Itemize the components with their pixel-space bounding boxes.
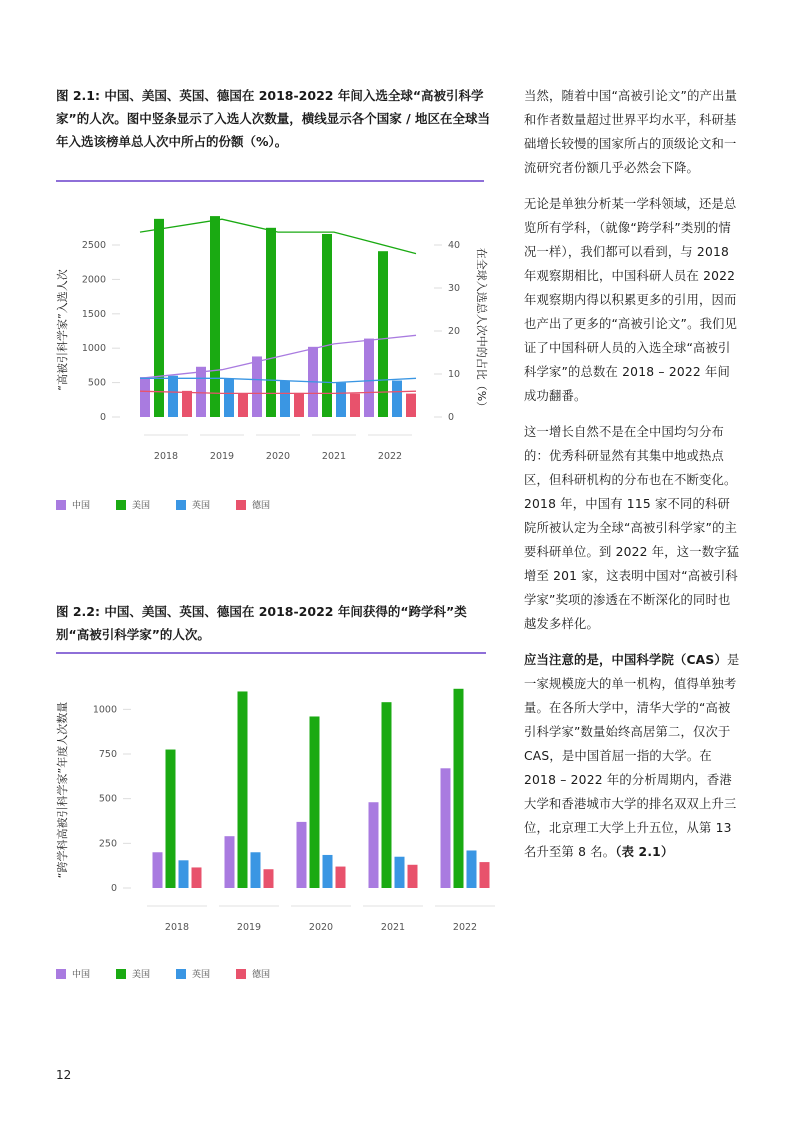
- paragraph-4-lead: 应当注意的是，中国科学院（CAS）: [524, 653, 727, 667]
- y2-tick-label: 30: [448, 283, 461, 294]
- bar-uk-2018: [179, 860, 189, 888]
- bar-china-2020: [297, 822, 307, 888]
- bar-china-2022: [441, 768, 451, 888]
- paragraph-1: 当然，随着中国“高被引论文”的产出量和作者数量超过世界平均水平，科研基础增长较慢的国家所占的顶级论文和一流研究者份额几乎必然会下降。: [524, 89, 738, 175]
- x-tick-label: 2022: [377, 451, 403, 462]
- paragraph-4-body: 是一家规模庞大的单一机构，值得单独考量。在各所大学中，清华大学的“高被引科学家”数量始终高居第二，仅次于CAS，是中国首屈一指的大学。在 2018 – 2022 年的分析周期内，香港大学和香港城市大学的排名双双上升三位，北京理工大学上升五位，从第 13 名升至第 8 名。: [524, 653, 740, 859]
- bar-china-2019: [196, 367, 206, 417]
- legend-item-germany: 德国: [236, 967, 296, 980]
- bar-germany-2018: [182, 391, 192, 417]
- chart-2-legend: [56, 967, 296, 980]
- bar-uk-2021: [395, 857, 405, 888]
- bar-uk-2020: [280, 381, 290, 417]
- legend-item-uk: 英国: [176, 498, 236, 511]
- bar-uk-2021: [336, 383, 346, 417]
- bar-germany-2021: [350, 394, 360, 417]
- figure-1-title: 图 2.1: 中国、美国、英国、德国在 2018-2022 年间入选全球“高被引科学家”的人次。图中竖条显示了入选人次数量，横线显示各个国家 / 地区在全球当年入选该榜单总人次中所占的份额（%）。: [56, 88, 490, 149]
- legend-item-uk: 英国: [176, 967, 236, 980]
- y2-tick-label: 20: [448, 326, 461, 337]
- paragraph-2: 无论是单独分析某一学科领域，还是总览所有学科，（就像“跨学科”类别的情况一样），我们都可以看到，与 2018 年观察期相比，中国科研人员在 2022 年观察期内得以积累更多的引用，因而也产出了更多的“高被引论文”。我们见证了中国科研人员的入选全球“高被引科学家”的总数在 2018 – 2022 年间成功翻番。: [524, 197, 738, 403]
- legend-item-germany: 德国: [236, 498, 296, 511]
- bar-uk-2019: [251, 852, 261, 888]
- legend-item-usa: 美国: [116, 967, 176, 980]
- bar-usa-2018: [166, 750, 176, 888]
- y2-axis-label: 在全球入选总人次中的占比（%）: [475, 247, 488, 413]
- paragraph-3: 这一增长自然不是在全中国均匀分布的：优秀科研显然有其集中地或热点区，但科研机构的分布也在不断变化。2018 年，中国有 115 家不同的科研院所被认定为全球“高被引科学家”的主要科研单位。到 2022 年，这一数字猛增至 201 家，这表明中国对“高被引科学家”奖项的渗透在不断深化的同时也越发多样化。: [524, 425, 740, 631]
- bar-usa-2019: [210, 216, 220, 417]
- x-tick-label: 2022: [452, 922, 478, 933]
- bar-usa-2018: [154, 219, 164, 417]
- bar-germany-2022: [480, 862, 490, 888]
- bar-germany-2018: [192, 867, 202, 888]
- bar-germany-2022: [406, 394, 416, 417]
- share-line-china: [140, 335, 416, 378]
- bar-germany-2019: [238, 394, 248, 417]
- bar-uk-2020: [323, 855, 333, 888]
- x-tick-label: 2021: [380, 922, 406, 933]
- y-tick-label: 1000: [92, 704, 117, 716]
- share-line-uk: [140, 378, 416, 382]
- paragraph-4: [524, 648, 740, 864]
- chart-1: [0, 200, 500, 480]
- y-tick-label: 1000: [81, 343, 106, 355]
- x-tick-label: 2021: [321, 451, 347, 462]
- legend-item-china: 中国: [56, 967, 116, 980]
- bar-usa-2022: [454, 689, 464, 888]
- chart-1-legend: [56, 498, 296, 511]
- y-tick-label: 500: [98, 793, 117, 805]
- y-tick-label: 2000: [81, 274, 106, 286]
- chart-2: [0, 680, 500, 940]
- y-tick-label: 1500: [81, 308, 106, 320]
- share-line-germany: [140, 391, 416, 393]
- page-number: 12: [56, 1068, 72, 1082]
- bar-usa-2021: [322, 234, 332, 417]
- table-reference: （表 2.1）: [615, 845, 674, 859]
- y-tick-label: 2500: [81, 240, 106, 251]
- bar-germany-2020: [336, 867, 346, 888]
- bar-china-2019: [225, 836, 235, 888]
- legend-item-china: 中国: [56, 498, 116, 511]
- bar-uk-2022: [467, 850, 477, 888]
- bar-china-2018: [140, 377, 150, 417]
- legend-item-usa: 美国: [116, 498, 176, 511]
- figure-2-divider: [56, 652, 486, 654]
- x-tick-label: 2018: [164, 922, 190, 933]
- bar-uk-2018: [168, 376, 178, 417]
- x-tick-label: 2018: [153, 451, 179, 462]
- y-tick-label: 0: [110, 883, 117, 894]
- y2-tick-label: 40: [448, 240, 461, 251]
- y-tick-label: 0: [99, 412, 106, 423]
- y2-tick-label: 10: [448, 369, 461, 380]
- x-tick-label: 2020: [308, 922, 334, 933]
- y2-tick-label: 0: [448, 412, 455, 423]
- y-axis-label: “高被引科学家”入选人次: [56, 269, 69, 391]
- bar-china-2018: [153, 852, 163, 888]
- x-tick-label: 2019: [236, 922, 262, 933]
- bar-germany-2019: [264, 869, 274, 888]
- bar-uk-2022: [392, 381, 402, 417]
- y-tick-label: 250: [98, 838, 117, 850]
- bar-germany-2020: [294, 393, 304, 417]
- figure-1-divider: [56, 180, 484, 182]
- y-tick-label: 500: [87, 377, 106, 389]
- bar-usa-2021: [382, 702, 392, 888]
- bar-usa-2020: [310, 716, 320, 888]
- figure-2-title: 图 2.2: 中国、美国、英国、德国在 2018-2022 年间获得的“跨学科”类别“高被引科学家”的人次。: [56, 604, 467, 642]
- bar-usa-2020: [266, 228, 276, 417]
- bar-germany-2021: [408, 865, 418, 888]
- bar-uk-2019: [224, 378, 234, 417]
- bar-china-2020: [252, 356, 262, 417]
- y-axis-label: “跨学科高被引科学家”年度人次数量: [56, 701, 69, 879]
- body-text-column: [524, 84, 740, 876]
- x-tick-label: 2020: [265, 451, 291, 462]
- share-line-usa: [140, 219, 416, 253]
- bar-china-2022: [364, 339, 374, 417]
- y-tick-label: 750: [98, 749, 117, 760]
- bar-china-2021: [369, 802, 379, 888]
- bar-usa-2019: [238, 691, 248, 888]
- x-tick-label: 2019: [209, 451, 235, 462]
